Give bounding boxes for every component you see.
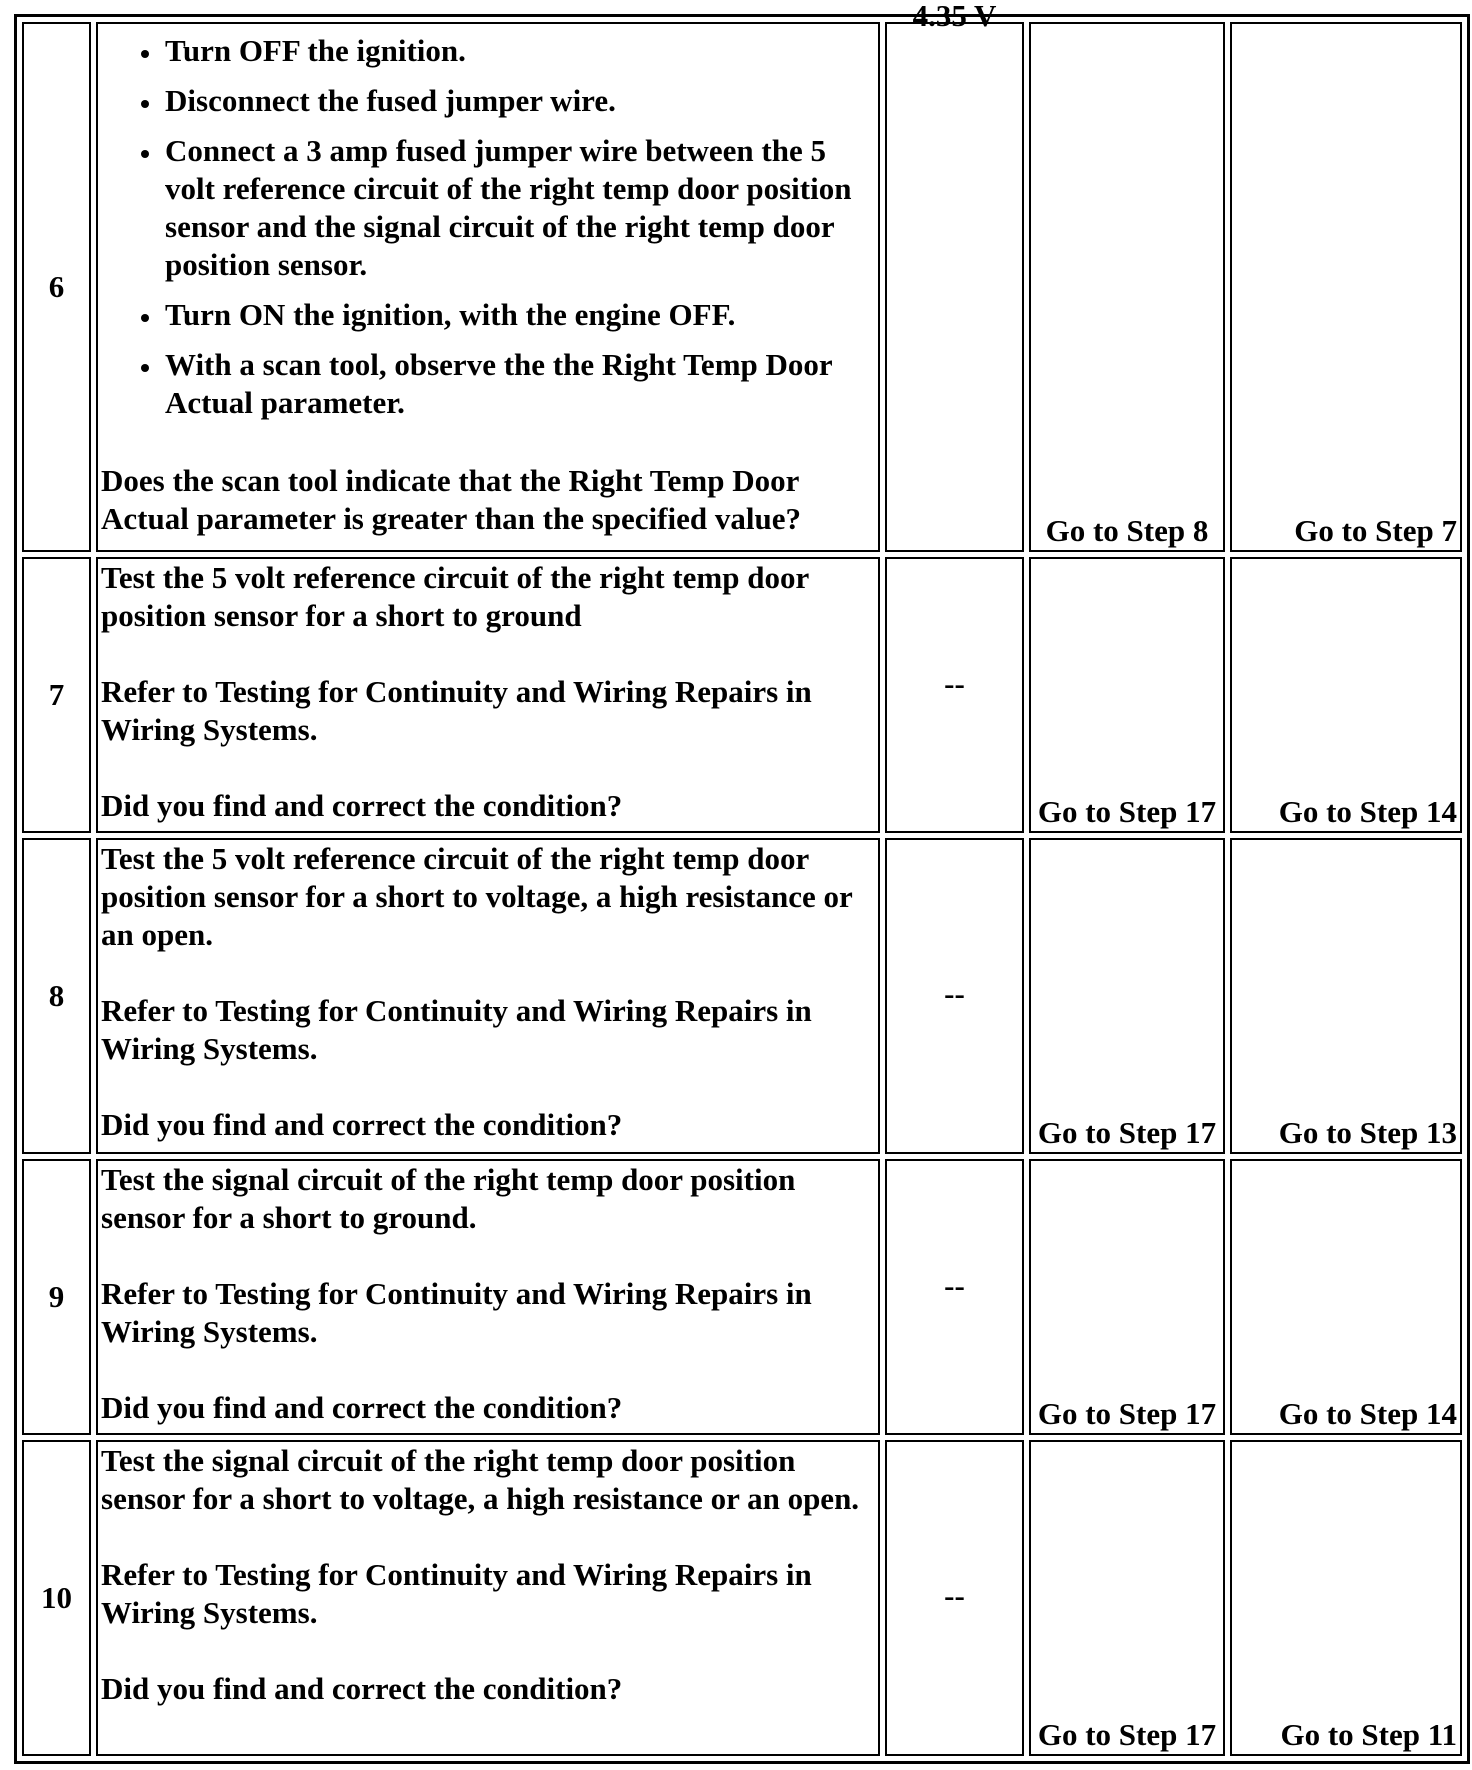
question-text: Did you find and correct the condition?	[101, 1390, 623, 1425]
action-cell	[96, 838, 880, 1154]
step-number: 7	[22, 557, 91, 833]
action-cell	[96, 557, 880, 833]
table-row	[22, 557, 1462, 833]
question-text: Did you find and correct the condition?	[101, 1107, 623, 1142]
value-cell	[885, 1440, 1024, 1756]
action-cell	[96, 1159, 880, 1435]
list-item: • Connect a 3 amp fused jumper wire between the 5 volt reference circuit of the right temp door position sensor and the signal circuit of the right temp door position sensor.	[163, 132, 875, 284]
no-link-step-11[interactable]: Go to Step 11	[1230, 1440, 1462, 1756]
yes-link-step-17[interactable]: Go to Step 17	[1029, 1159, 1225, 1435]
list-item: • Turn OFF the ignition.	[163, 32, 875, 70]
table-row	[22, 1159, 1462, 1435]
refer-text: Refer to Testing for Continuity and Wiring Repairs in Wiring Systems.	[101, 993, 812, 1066]
yes-link-step-17[interactable]: Go to Step 17	[1029, 1440, 1225, 1756]
yes-link-step-17[interactable]: Go to Step 17	[1029, 838, 1225, 1154]
action-bullet-list	[101, 32, 875, 422]
value-cell	[885, 1159, 1024, 1435]
test-instruction: Test the 5 volt reference circuit of the right temp door position sensor for a short to ground	[101, 560, 809, 633]
specified-value: 4.35 V	[912, 0, 997, 33]
specified-value: --	[944, 666, 965, 701]
step-number: 8	[22, 838, 91, 1154]
question-text: Does the scan tool indicate that the Right Temp Door Actual parameter is greater than the specified value?	[101, 463, 801, 536]
table-row	[22, 22, 1462, 552]
question-text: Did you find and correct the condition?	[101, 788, 623, 823]
list-item: • Turn ON the ignition, with the engine OFF.	[163, 296, 875, 334]
specified-value: --	[944, 1578, 965, 1613]
list-item: • With a scan tool, observe the the Right Temp Door Actual parameter.	[163, 346, 875, 422]
test-instruction: Test the signal circuit of the right temp door position sensor for a short to voltage, a high resistance or an open.	[101, 1443, 860, 1516]
value-cell	[885, 838, 1024, 1154]
list-item: • Disconnect the fused jumper wire.	[163, 82, 875, 120]
table-row	[22, 1440, 1462, 1756]
no-link-step-7[interactable]: Go to Step 7	[1230, 22, 1462, 552]
diagnostic-table	[14, 0, 1470, 1764]
no-link-step-14[interactable]: Go to Step 14	[1230, 1159, 1462, 1435]
test-instruction: Test the signal circuit of the right temp door position sensor for a short to ground.	[101, 1162, 796, 1235]
no-link-step-13[interactable]: Go to Step 13	[1230, 838, 1462, 1154]
specified-value: --	[944, 976, 965, 1011]
value-cell	[885, 557, 1024, 833]
step-number: 6	[22, 22, 91, 552]
question-text: Did you find and correct the condition?	[101, 1671, 623, 1706]
table-row	[22, 838, 1462, 1154]
action-cell	[96, 22, 880, 552]
step-number: 9	[22, 1159, 91, 1435]
step-number: 10	[22, 1440, 91, 1756]
test-instruction: Test the 5 volt reference circuit of the right temp door position sensor for a short to voltage, a high resistance or an open.	[101, 841, 853, 952]
action-cell	[96, 1440, 880, 1756]
yes-link-step-8[interactable]: Go to Step 8	[1029, 22, 1225, 552]
value-cell	[885, 0, 1024, 552]
yes-link-step-17[interactable]: Go to Step 17	[1029, 557, 1225, 833]
refer-text: Refer to Testing for Continuity and Wiring Repairs in Wiring Systems.	[101, 1276, 812, 1349]
refer-text: Refer to Testing for Continuity and Wiring Repairs in Wiring Systems.	[101, 1557, 812, 1630]
refer-text: Refer to Testing for Continuity and Wiring Repairs in Wiring Systems.	[101, 674, 812, 747]
specified-value: --	[944, 1268, 965, 1303]
no-link-step-14[interactable]: Go to Step 14	[1230, 557, 1462, 833]
